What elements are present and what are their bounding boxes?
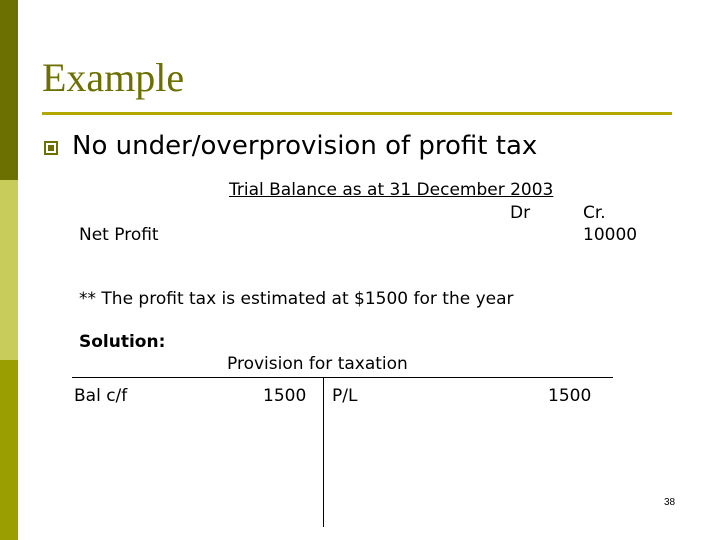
t-account-top-line: [72, 377, 613, 378]
sidebar-segment-dark: [0, 0, 18, 180]
debit-entry-label: Bal c/f: [74, 386, 128, 406]
sidebar-decoration: [0, 0, 18, 540]
hollow-square-bullet-icon: [44, 141, 58, 155]
cr-header: Cr.: [583, 203, 606, 223]
t-account-title: Provision for taxation: [227, 354, 408, 374]
title-underline: [42, 112, 672, 115]
debit-entry-amount: 1500: [263, 386, 307, 406]
credit-entry-amount: 1500: [548, 386, 592, 406]
slide-title: Example: [42, 55, 185, 100]
bullet-text: No under/overprovision of profit tax: [72, 131, 538, 161]
solution-label: Solution:: [79, 332, 166, 352]
net-profit-credit: 10000: [583, 225, 638, 245]
sidebar-segment-mid: [0, 360, 18, 540]
net-profit-label: Net Profit: [79, 225, 159, 245]
sidebar-segment-light: [0, 180, 18, 360]
t-account-center-line: [323, 377, 324, 527]
trial-balance-title: Trial Balance as at 31 December 2003: [229, 180, 554, 200]
page-number: 38: [664, 497, 676, 508]
credit-entry-label: P/L: [332, 386, 358, 406]
dr-header: Dr: [510, 203, 531, 223]
assumption-note: ** The profit tax is estimated at $1500 for the year: [79, 289, 514, 309]
